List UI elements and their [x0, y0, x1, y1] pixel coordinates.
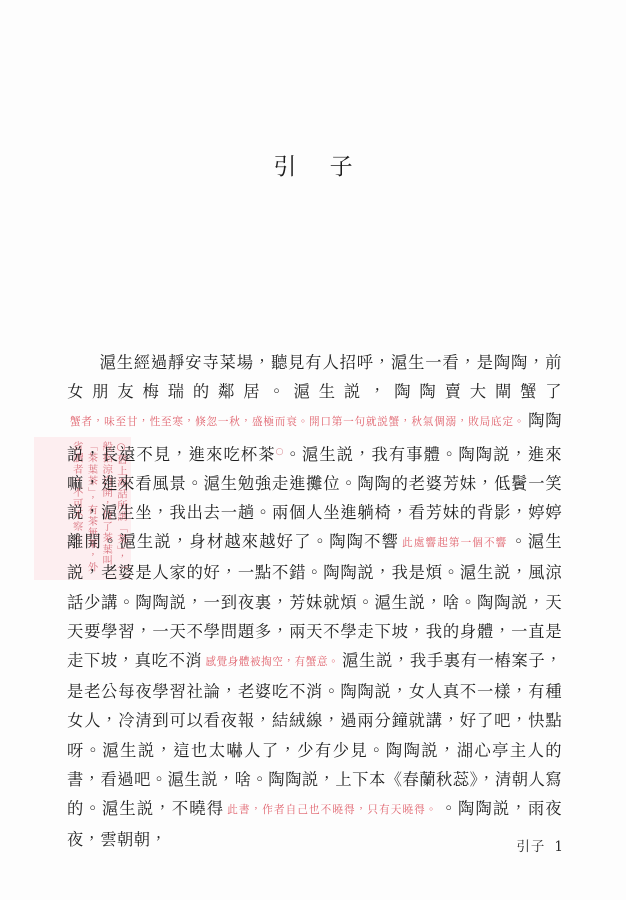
inline-annotation: 感覺身體被掏空，有蟹意。: [205, 656, 340, 669]
body-text-run: 陶陶説，長遠不見，進來吃杯茶: [67, 411, 562, 464]
body-text-run: 。陶陶説，雨夜夜，雲朝朝，: [67, 799, 562, 850]
body-text-run: 滬生經過靜安寺菜場，聽見有人招呼，滬生一看，是陶陶，前女朋友梅瑞的鄰居。滬生説，陶陶賣大閘蟹了: [67, 353, 562, 402]
inline-annotation: 蟹者，味至甘，性至寒，倏忽一秋，盛極而衰。開口第一句就説蟹，秋氣倜溺，敗局底定。: [70, 416, 526, 429]
page-title: 引 子: [273, 154, 366, 181]
body-text-run: 。滬生説，老婆是人家的好，一點不錯。陶陶説，我是煩。滬生説，風涼話少講。陶陶説，一到夜裏，芳妹就煩。滬生説，啥。陶陶説，天天要學習，一天不學問題多，兩天不學走下坡，我的身體，一直是走下坡，真吃不消: [67, 532, 563, 671]
body-text-run: 。滬生説，我有事體。陶陶説，進來嘛，進來看風景。滬生勉強走進攤位。陶陶的老婆芳妹，低鬢一笑説，滬生坐，我出去一趟。兩個人坐進躺椅，看芳妹的背影，婷婷離開。滬生説，身材越來越好了。陶陶不響: [67, 444, 562, 552]
inline-annotation: 此處響起第一個不響: [402, 537, 508, 550]
side-annotation-column: ○舊上海話所謂「茶」，一: [115, 441, 127, 575]
folio-number: 1: [554, 839, 564, 855]
body-text-block: [67, 348, 562, 854]
footer-chapter-label: 引子: [516, 839, 546, 855]
annotation-reference-mark: ○: [275, 446, 285, 457]
side-annotation-column: 「茶葉茶」，有茶無茶，外: [85, 441, 98, 573]
side-annotation-column: 省讀者，不可不察。: [70, 441, 83, 544]
inline-annotation: 此書，作者自己也不曉得，只有天曉得。: [227, 804, 438, 817]
page-footer: [516, 835, 564, 855]
side-annotation-column: 般指涼白開，放了茶葉叫: [100, 441, 113, 567]
body-text-run: 滬生説，我手裏有一樁案子，是老公每夜學習社論，老婆吃不消。陶陶説，女人真不一樣，有種女人，冷清到可以看夜報，結絨線，過兩分鐘就講，好了吧，快點呀。滬生説，這也太嚇人了，少有少見。陶陶説，湖心亭主人的書，看過吧。滬生説，啥。陶陶説，上下本《春蘭秋蕊》，清朝人寫的。滬生説，不曉得: [67, 651, 563, 819]
body-paragraph: [67, 348, 562, 854]
